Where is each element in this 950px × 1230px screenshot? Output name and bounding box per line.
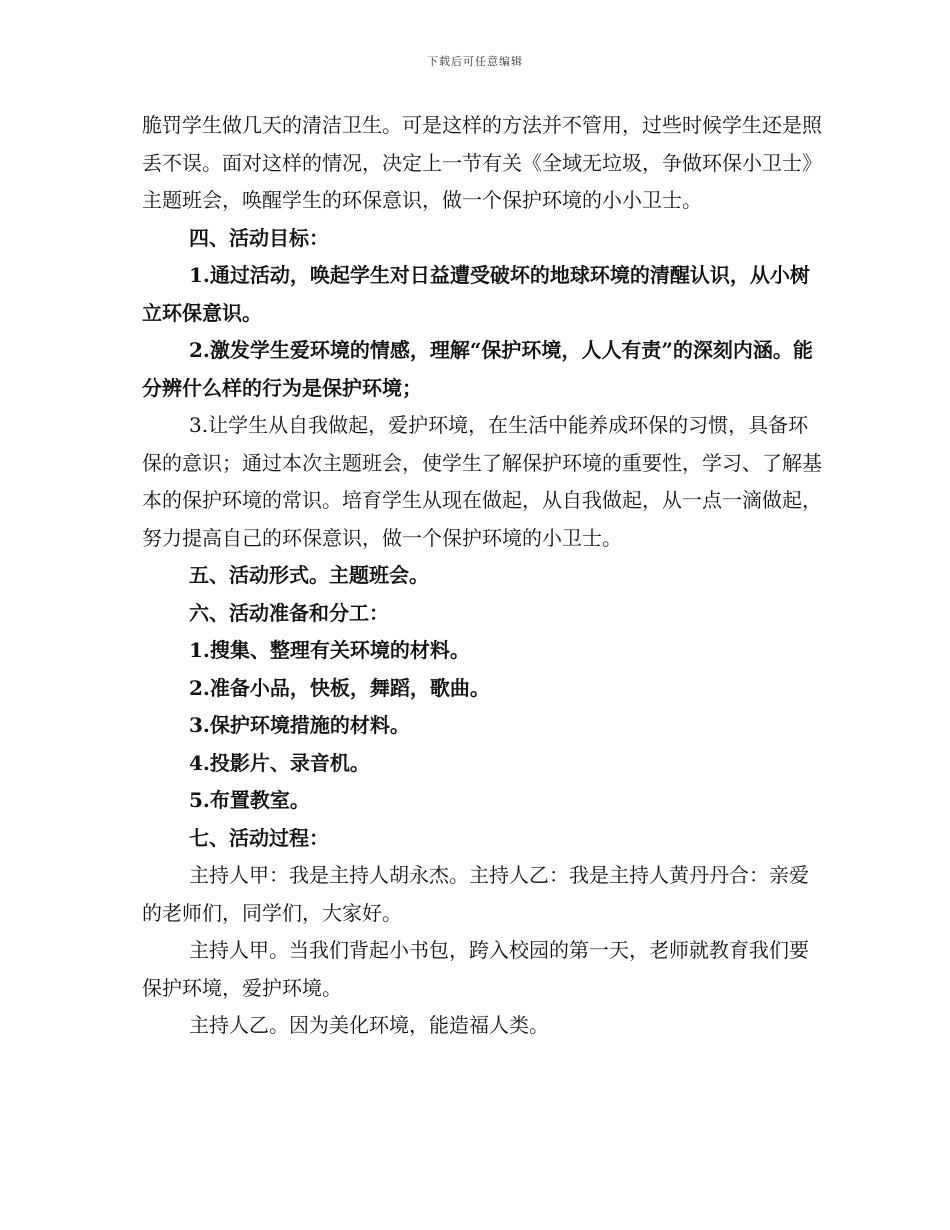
goal-item-3: 3.让学生从自我做起，爱护环境，在生活中能养成环保的习惯，具备环保的意识；通过本次主题班会，使学生了解保护环境的重要性，学习、了解基本的保护环境的常识。培育学生从现在做起，从自我做起，从一点一滴做起，努力提高自己的环保意识，做一个保护环境的小卫士。 [142,413,822,550]
prep-item-3: 3.保护环境措施的材料。 [189,713,410,737]
host-dialogue-3: 主持人乙。因为美化环境，能造福人类。 [189,1013,549,1037]
prep-item-4: 4.投影片、录音机。 [189,750,370,775]
goal-item-2: 2.激发学生爱环境的情感，理解“保护环境，人人有责”的深刻内涵。能分辨什么样的行为是保护环境； [142,338,813,400]
prep-item-2: 2.准备小品，快板，舞蹈，歌曲。 [189,675,490,700]
prep-item-1: 1.搜集、整理有关环境的材料。 [189,638,470,662]
section-heading-goals: 四、活动目标： [189,225,329,250]
goal-item-1: 1.通过活动，唤起学生对日益遭受破坏的地球环境的清醒认识，从小树立环保意识。 [142,263,810,325]
host-dialogue-1: 主持人甲：我是主持人胡永杰。主持人乙：我是主持人黄丹丹合：亲爱的老师们，同学们，大家好。 [142,863,809,925]
paragraph-intro: 脆罚学生做几天的清洁卫生。可是这样的方法并不管用，过些时候学生还是照丢不误。面对这样的情况，决定上一节有关《全域无垃圾，争做环保小卫士》主题班会，唤醒学生的环保意识，做一个保护环境的小小卫士。 [142,113,822,212]
section-heading-preparation: 六、活动准备和分工： [189,600,389,625]
host-dialogue-2: 主持人甲。当我们背起小书包，跨入校园的第一天，老师就教育我们要保护环境，爱护环境。 [142,938,809,1000]
section-heading-form: 五、活动形式。主题班会。 [189,563,429,587]
section-heading-process: 七、活动过程： [189,825,329,850]
page-header-note: 下载后可任意编辑 [427,55,523,68]
document-body [142,107,822,1045]
prep-item-5: 5.布置教室。 [189,788,310,812]
